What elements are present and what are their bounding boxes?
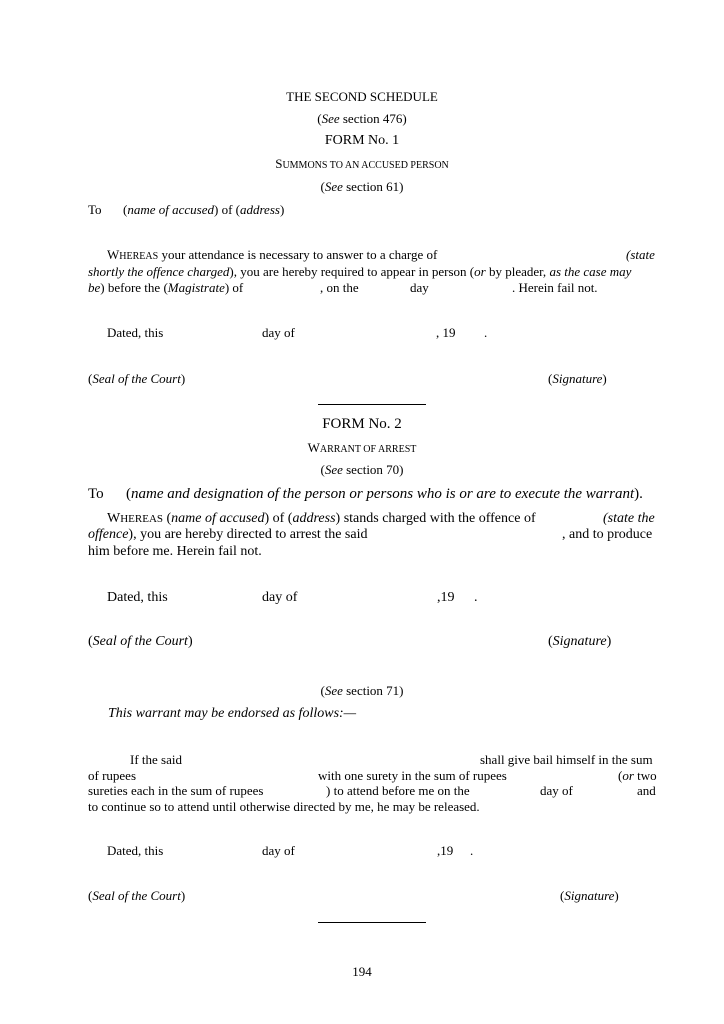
form1-dated-period: . [484, 325, 488, 340]
endorsement-dated-period: . [470, 843, 474, 858]
form2-dated-day-of: day of [262, 590, 298, 605]
form1-dated-label: Dated, this [107, 325, 164, 340]
form1-body-line1: WHEREAS your attendance is necessary to answer to a charge of [107, 247, 438, 262]
section-divider [318, 404, 426, 405]
endorsement-line3-c: day of [540, 783, 573, 798]
endorsement-line3-d: and [637, 783, 656, 798]
form1-body-day: day [410, 280, 429, 295]
endorsement-line1-b: shall give bail himself in the sum [480, 752, 653, 767]
page-number: 194 [352, 964, 372, 979]
form2-body-line3: him before me. Herein fail not. [88, 544, 262, 559]
form2-body-line1: WHEREAS (name of accused) of (address) stands charged with the offence of [107, 511, 536, 526]
form1-signature: (Signature) [548, 371, 607, 386]
end-divider [318, 922, 426, 923]
form1-body-line3: be) before the (Magistrate) of [88, 280, 244, 295]
endorsement-line2-c: (or two [618, 768, 657, 783]
form1-to-label: To [88, 202, 102, 217]
endorsement-line2-b: with one surety in the sum of rupees [318, 768, 507, 783]
form2-body-produce: , and to produce [562, 527, 653, 542]
form2-dated-year: ,19 [437, 590, 455, 605]
form1-section-ref: (See section 61) [320, 179, 404, 194]
endorsement-dated-day-of: day of [262, 843, 295, 858]
form1-body-fail-not: . Herein fail not. [512, 280, 598, 295]
form2-to-label: To [88, 486, 104, 502]
form2-dated-label: Dated, this [107, 590, 168, 605]
form1-dated-year: , 19 [436, 325, 456, 340]
form2-title: FORM No. 2 [322, 416, 402, 432]
form1-seal: (Seal of the Court) [88, 371, 186, 386]
endorsement-line3-b: ) to attend before me on the [326, 783, 470, 798]
endorsement-line3-a: sureties each in the sum of rupees [88, 783, 264, 798]
schedule-section-ref: (See section 476) [317, 111, 407, 126]
endorsement-dated-label: Dated, this [107, 843, 164, 858]
schedule-title: THE SECOND SCHEDULE [286, 89, 438, 104]
form2-body-state-the: (state the [603, 511, 655, 526]
endorsement-line1-a: If the said [130, 752, 182, 767]
form1-body-on-the: , on the [320, 280, 359, 295]
form1-subtitle: SUMMONS TO AN ACCUSED PERSON [275, 156, 449, 171]
form2-section-ref: (See section 70) [320, 462, 404, 477]
endorsement-intro: This warrant may be endorsed as follows:— [108, 706, 357, 721]
endorsement-dated-year: ,19 [437, 843, 454, 858]
form1-to-addressee: (name of accused) of (address) [123, 202, 285, 217]
form2-subtitle: WARRANT OF ARREST [307, 440, 417, 455]
form1-dated-day-of: day of [262, 325, 295, 340]
endorsement-seal: (Seal of the Court) [88, 888, 186, 903]
form2-to-addressee: (name and designation of the person or persons who is or are to execute the warrant). [126, 486, 643, 502]
form1-title: FORM No. 1 [324, 133, 400, 148]
endorsement-line2-a: of rupees [88, 768, 137, 783]
endorsement-section-ref: (See section 71) [320, 683, 404, 698]
form1-body-state: (state [626, 247, 655, 262]
form2-signature: (Signature) [548, 634, 612, 649]
form1-body-line2: shortly the offence charged), you are hereby required to appear in person (or by pleader, as the case may [88, 264, 632, 279]
form2-seal: (Seal of the Court) [88, 634, 193, 649]
endorsement-line4: to continue so to attend until otherwise directed by me, he may be released. [88, 799, 480, 814]
endorsement-signature: (Signature) [560, 888, 619, 903]
form2-body-line2: offence), you are hereby directed to arrest the said [88, 527, 368, 542]
form2-dated-period: . [474, 590, 478, 605]
